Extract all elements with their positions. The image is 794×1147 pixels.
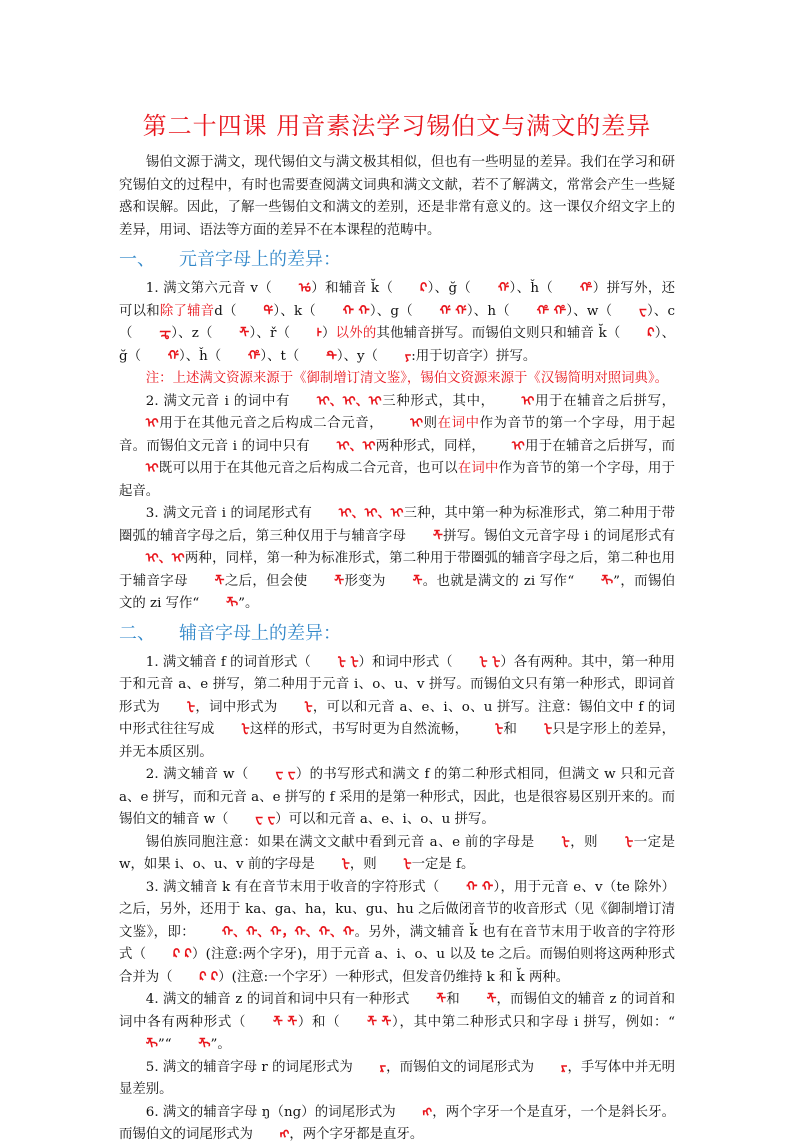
section-1-heading [119, 247, 675, 273]
text: 两种，同样，第一种为标准形式，第二种用于带圈弧的辅音字母之后，第二种也用于辅音字母 [119, 551, 675, 589]
text: 形变为 [344, 573, 386, 589]
manchu-glyph: ᡶ [341, 857, 350, 872]
manchu-glyph: ᡯ [412, 573, 423, 589]
manchu-glyph: ᡯ [433, 528, 443, 544]
text: ） [321, 326, 336, 341]
manchu-glyph: ᡰ [316, 326, 322, 341]
manchu-glyph: ᡥ [247, 348, 261, 364]
manchu-glyph: ᡴ ᡴ [342, 303, 370, 319]
text: ）(注意:一个字牙）一种形式，但发音仍维持 k 和 k̆ 两种。 [218, 969, 570, 985]
text: 则 [423, 416, 438, 431]
s2-paragraph-2 [119, 764, 675, 832]
text: ）各有两种。其中，第一种用于和元音 a、e 拼写，第二种用于元音 i、o、u、v 拼写。而锡伯文只有第一种形式，即词首形式为 [119, 654, 676, 715]
manchu-glyph: ᡶ [304, 699, 313, 715]
manchu-glyph: ᡴ、ᡴ、ᡴ，ᡴ、ᡴ、ᡴ [221, 924, 355, 940]
text: 用于在辅音之后拼写，而 [524, 438, 676, 454]
text: 3. 满文辅音 k 有在音节末用于收音的字符形式（ [145, 879, 440, 895]
manchu-glyph: ᡴ ᡴ [466, 879, 494, 895]
text: 一定是 f。 [411, 857, 475, 872]
document-body [119, 152, 675, 1147]
text: 用于在其他元音之后构成二合元音， [158, 416, 384, 431]
manchu-glyph: ᡶ ᡶ [479, 654, 501, 670]
manchu-glyph: ᡳ [145, 461, 159, 476]
text: 既可以用于在其他元音之后构成二合元音，也可以 [158, 461, 458, 476]
manchu-glyph: ᠺ [647, 326, 655, 341]
manchu-glyph: ᠺ ᠺ [172, 947, 192, 962]
manchu-glyph: ᡤ [497, 281, 510, 296]
manchu-glyph: ᠸ [639, 303, 647, 319]
text: ）、y（ [336, 348, 378, 364]
intro-paragraph: 锡伯文源于满文，现代锡伯文与满文极其相似，但也有一些明显的差异。我们在学习和研究锡伯文的过程中，有时也需要查阅满文词典和满文文献，若不了解满文，常常会产生一些疑惑和误解。因此，了解一些锡伯文和满文的差别，还是非常有意义的。这一课仅介绍文字上的差异，用词、语法等方面的差异不在本课程的范畴中。 [119, 155, 675, 238]
manchu-glyph: ᡳ [410, 416, 424, 431]
text: 2. 满文元音 i 的词中有 [145, 393, 291, 409]
text: ）、h（ [466, 303, 510, 319]
text: 3. 满文元音 i 的词尾形式有 [145, 506, 312, 521]
text: ）、ř（ [249, 326, 291, 341]
text: ）和辅音 k̆（ [311, 281, 394, 296]
manchu-glyph: ᡳ、ᡳ、ᡳ [338, 506, 404, 521]
text: 锡伯族同胞注意：如果在满文文献中看到元音 a、e 前的字母是 [145, 834, 535, 850]
text: d（ [214, 303, 237, 319]
text: 。也就是满文的 zi 写作“ [422, 573, 575, 589]
s1-paragraph-2 [119, 391, 675, 504]
text: 2. 满文辅音 w（ [145, 767, 249, 782]
manchu-glyph: ᡥ [579, 281, 593, 296]
manchu-glyph: ᠸ ᠸ [255, 812, 276, 827]
s2-paragraph-2-note [119, 832, 675, 877]
text: ）、z（ [171, 326, 213, 341]
manchu-glyph: ᡯ [486, 992, 497, 1007]
manchu-glyph: ᠸ ᠸ [275, 767, 296, 782]
text: ）、w（ [566, 303, 613, 319]
text: 作为音节的第一个字母，用于起音。 [119, 461, 676, 499]
text: 1. 满文辅音 f 的词首形式（ [145, 654, 311, 670]
manchu-glyph: ᡶ [495, 722, 504, 737]
text: 5. 满文的辅音字母 r 的词尾形式为 [145, 1059, 353, 1075]
text: ，而锡伯文的词尾形式为 [386, 1059, 535, 1075]
manchu-glyph: ᡳ [521, 393, 535, 409]
section-2-title: 辅音字母上的差异： [179, 622, 341, 644]
manchu-glyph: ᡯ ᡯ [367, 1014, 392, 1030]
manchu-glyph: ᡯ [334, 573, 345, 589]
manchu-glyph: ᡤ ᡤ [439, 303, 467, 319]
text: 三种，其中第一种为标准形式，第二种用于带圈弧的辅音字母之后，第三种仅用于与辅音字母 [119, 506, 676, 544]
section-2-heading [119, 621, 675, 647]
text: 三种形式，其中， [381, 393, 495, 409]
manchu-glyph: ᡶ [543, 722, 553, 737]
s2-paragraph-6 [119, 1102, 675, 1147]
text: 一定是 w，如果 i、o、u、v 前的字母是 [119, 834, 675, 872]
manchu-glyph: ᡠ [298, 281, 311, 296]
manchu-glyph: ᡶ [186, 699, 196, 715]
text: 这样的形式，书写时更为自然流畅， [249, 722, 469, 737]
text: ”。 [238, 596, 259, 611]
manchu-glyph: ᡵ [560, 1059, 568, 1075]
manchu-glyph: ᡯᡳ [600, 573, 614, 589]
manchu-glyph: ᡶ ᡶ [337, 654, 359, 670]
text: ）和（ [297, 1014, 341, 1030]
text: ”，而锡伯文的 zi 写作“ [119, 573, 676, 611]
manchu-glyph: ᡳ [145, 416, 159, 431]
text: ，而锡伯文的辅音 z 的词首和词中各有两种形式（ [119, 992, 675, 1030]
text: 和 [446, 992, 460, 1007]
s2-paragraph-3 [119, 877, 675, 990]
manchu-glyph: ᡶ [624, 834, 634, 850]
source-note: 注：上述满文资源来源于《御制增订清文鉴》，锡伯文资源来源于《汉锡简明对照词典》。 [145, 371, 669, 386]
text: 作为音节的第一个字母，用于起音。而锡伯文元音 i 的词中只有 [119, 416, 676, 454]
text: ），用于元音 e、v（te 除外）之后，另外，还用于 ka、ga、ha，ku、gu、hu 之后做闭音节的收音形式（见《御制增订清文鉴》，即： [119, 879, 675, 940]
text: ）、ğ（ [427, 281, 472, 296]
text: :用于切音字）拼写。 [411, 348, 537, 364]
text: 用于在辅音之后拼写， [534, 393, 676, 409]
manchu-glyph: ᡳ、ᡳ [145, 551, 185, 566]
text: ），其中第二种形式只和字母 i 拼写，例如：“ [391, 1014, 675, 1030]
red-text: 在词中 [437, 416, 480, 431]
text: ，词中形式为 [195, 699, 278, 715]
text: ）、ğ（ [119, 326, 676, 364]
red-text: 在词中 [457, 461, 499, 476]
text: ”。 [210, 1037, 231, 1052]
s2-paragraph-5 [119, 1057, 675, 1102]
text: ，手写体中并无明显差别。 [119, 1059, 675, 1097]
manchu-glyph: ᠩ [422, 1104, 433, 1120]
text: 之后，但会使 [224, 573, 308, 589]
text: 只是字形上的差异，并无本质区别。 [119, 722, 676, 760]
text: ”“ [157, 1037, 172, 1052]
manchu-glyph: ᡳ、ᡳ、ᡳ [316, 393, 382, 409]
text: ）、k（ [273, 303, 316, 319]
manchu-glyph: ᡵ [379, 1059, 387, 1075]
s1-paragraph-3 [119, 503, 675, 616]
text: ）、ȟ（ [509, 281, 554, 296]
text: ）拼写外，还可以和 [119, 281, 675, 319]
text: ）和词中形式（ [358, 654, 453, 670]
text: ）、g（ [369, 303, 413, 319]
manchu-glyph: ᡶ [241, 722, 250, 737]
manchu-glyph: ᡯᡳ [198, 1037, 211, 1052]
text: ）可以和元音 a、e、i、o、u 拼写。 [275, 812, 495, 827]
manchu-glyph: ᡤ [167, 348, 179, 364]
page-title: 第二十四课 用音素法学习锡伯文与满文的差异 [142, 112, 652, 140]
text: ）、ȟ（ [179, 348, 222, 364]
text: 和 [503, 722, 518, 737]
text: ，可以和元音 a、e、i、o、u 拼写。注意：锡伯文中 f 的词中形式往往写成 [119, 699, 676, 737]
text: 两种形式，同样， [375, 438, 486, 454]
text: 拼写。锡伯文元音字母 i 的词尾形式有 [442, 528, 676, 544]
section-1-number: 一、 [119, 249, 155, 270]
manchu-glyph: ᡯᡳ [145, 1037, 158, 1052]
manchu-glyph: ᠺ [420, 281, 428, 296]
manchu-glyph: ᡯᡳ [226, 596, 239, 611]
text: ）、t（ [260, 348, 300, 364]
manchu-glyph: ᡳ、ᡳ [336, 438, 376, 454]
manchu-glyph: ᡯ ᡯ [273, 1014, 298, 1030]
section-2-number: 二、 [119, 622, 155, 644]
text: 1. 满文第六元音 v（ [145, 281, 273, 296]
text: ）的书写形式和满文 f 的第二种形式相同，但满文 w 只和元音 a、e 拼写，而和元音 a、e 拼写的 f 采用的是第一种形式，因此，也是很容易区别开来的。而锡伯文的辅音 w（ [119, 767, 675, 827]
manchu-glyph: ᡯ [436, 992, 447, 1007]
manchu-glyph: ᡩ [263, 303, 274, 319]
text: ，两个字牙都是直牙。 [289, 1127, 424, 1142]
section-1-title: 元音字母上的差异： [179, 249, 341, 270]
manchu-glyph: ᠼ [159, 326, 172, 341]
manchu-glyph: ᡨ [326, 348, 337, 364]
red-text: 除了辅音 [159, 303, 215, 319]
red-text: 以外的 [335, 326, 377, 341]
text: 6. 满文的辅音字母 ŋ（ng）的词尾形式为 [145, 1104, 396, 1120]
manchu-glyph: ᠶ [404, 348, 412, 364]
manchu-glyph: ᡯ [239, 326, 250, 341]
manchu-glyph: ᡯ [214, 573, 225, 589]
text: 。另外，满文辅音 k̆ 也有在音节末用于收音的字符形式（ [119, 924, 675, 962]
s2-paragraph-1 [119, 652, 675, 765]
manchu-glyph: ᡳ [511, 438, 525, 454]
manchu-glyph: ᠺ ᠺ [199, 969, 219, 985]
text: 其他辅音拼写。而锡伯文则只和辅音 k̆（ [376, 326, 621, 341]
text: ，则 [569, 834, 599, 850]
s1-paragraph-1 [119, 278, 675, 368]
manchu-glyph: ᡶ [561, 834, 570, 850]
text: 4. 满文的辅音 z 的词首和词中只有一种形式 [145, 992, 410, 1007]
manchu-glyph: ᡥ ᡥ [536, 303, 567, 319]
text: ，则 [349, 857, 377, 872]
manchu-glyph: ᠩ [279, 1127, 290, 1142]
text: ）、c（ [119, 303, 675, 341]
s2-paragraph-4 [119, 989, 675, 1057]
text: ）(注意:两个字牙)，用于元音 a、i、o、u 以及 te 之后。而锡伯则将这两种形式合并为（ [119, 947, 676, 985]
manchu-glyph: ᡶ [403, 857, 412, 872]
text: ，两个字牙一个是直牙，一个是斜长牙。而锡伯文的词尾形式为 [119, 1104, 676, 1142]
